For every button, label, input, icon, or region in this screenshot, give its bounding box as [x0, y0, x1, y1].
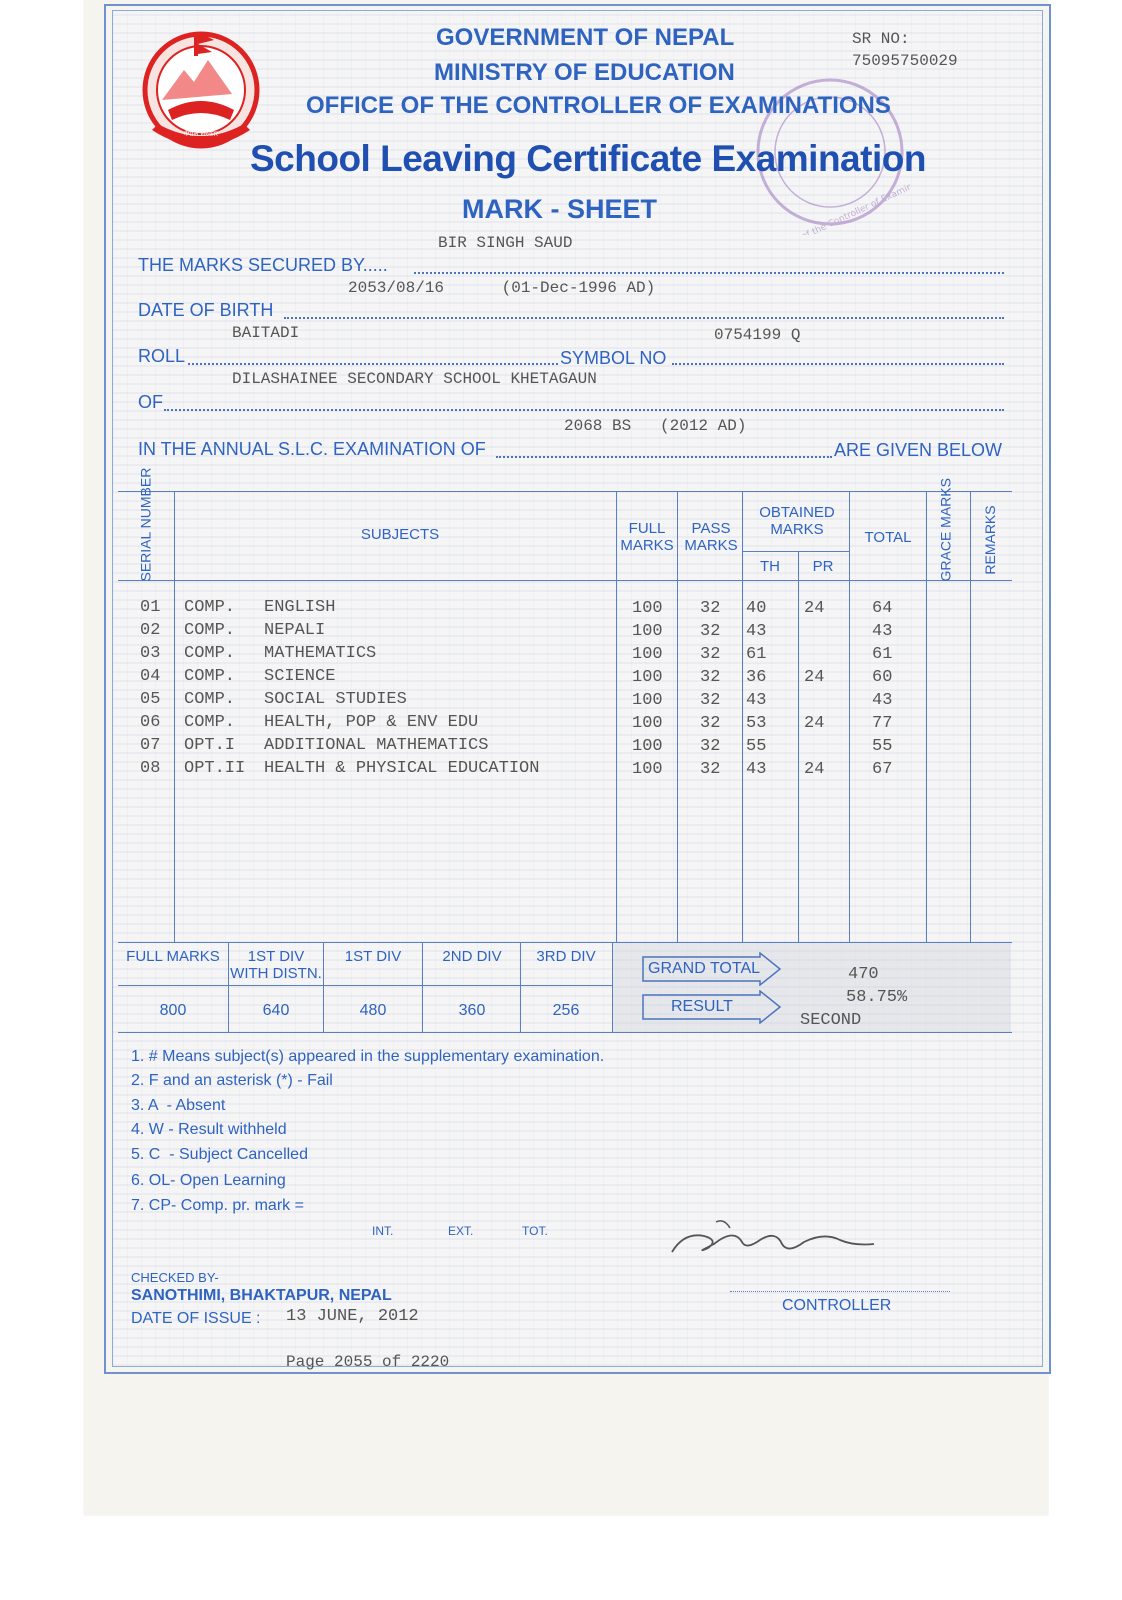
table-header-bottom: [118, 580, 1012, 581]
subject-type-cell: COMP.: [184, 667, 236, 686]
note-6: 6. OL- Open Learning: [131, 1172, 286, 1189]
summary-mid-line: [118, 985, 612, 986]
full-marks-cell: 100: [632, 760, 663, 779]
full-marks-cell: 100: [632, 691, 663, 710]
col-line-6: [849, 491, 850, 942]
remarks-header: REMARKS: [982, 505, 998, 575]
roll-value: BAITADI: [232, 324, 300, 342]
full-marks-cell: 100: [632, 622, 663, 641]
given-below-label: ARE GIVEN BELOW: [834, 440, 1003, 460]
cp-int-label: INT.: [372, 1224, 394, 1238]
subject-type-cell: COMP.: [184, 598, 236, 617]
full-marks-cell: 100: [632, 599, 663, 618]
dob-label: DATE OF BIRTH: [138, 300, 274, 320]
summary-third-div-header: 3RD DIV: [536, 948, 596, 965]
theory-cell: 36: [746, 668, 767, 687]
subject-name-cell: HEALTH, POP & ENV EDU: [264, 713, 479, 732]
full-marks-cell: 100: [632, 668, 663, 687]
summary-first-div-value: 480: [359, 1002, 387, 1019]
grace-header: GRACE MARKS: [937, 478, 954, 582]
secured-by-label: THE MARKS SECURED BY.....: [138, 255, 388, 275]
summary-col-4: [520, 942, 521, 1032]
theory-cell: 40: [746, 599, 767, 618]
full-marks-cell: 100: [632, 737, 663, 756]
practical-cell: 24: [804, 599, 825, 618]
subject-name-cell: SOCIAL STUDIES: [264, 690, 407, 709]
school-name: DILASHAINEE SECONDARY SCHOOL KHETAGAUN: [232, 370, 597, 388]
exam-year: 2068 BS (2012 AD): [564, 417, 747, 435]
controller-signature: [664, 1214, 884, 1264]
subject-type-cell: OPT.II: [184, 759, 246, 778]
symbol-number: 0754199 Q: [714, 326, 801, 344]
theory-cell: 55: [746, 737, 767, 756]
sr-label: SR NO:: [852, 30, 910, 48]
school-dotline: [164, 409, 1004, 411]
practical-cell: 24: [804, 668, 825, 687]
svg-text:नेपाल सरकार: नेपाल सरकार: [183, 130, 219, 138]
theory-cell: 43: [746, 622, 767, 641]
checked-by-label: CHECKED BY-: [131, 1270, 219, 1285]
summary-second-div-header: 2ND DIV: [442, 948, 502, 965]
summary-third-div-value: 256: [552, 1002, 580, 1019]
roll-dotline: [188, 363, 558, 365]
practical-cell: 24: [804, 714, 825, 733]
subject-type-cell: COMP.: [184, 713, 236, 732]
subject-type-cell: COMP.: [184, 644, 236, 663]
note-2: 2. F and an asterisk (*) - Fail: [131, 1072, 333, 1089]
result-label: RESULT: [671, 998, 733, 1015]
total-cell: 77: [872, 714, 893, 733]
exam-title: School Leaving Certificate Examination: [250, 138, 926, 179]
summary-full-marks-header: FULL MARKS: [126, 948, 220, 965]
serial-cell: 02: [140, 621, 161, 640]
subject-type-cell: OPT.I: [184, 736, 236, 755]
cp-ext-label: EXT.: [448, 1224, 474, 1238]
col-line-3: [677, 491, 678, 942]
full-marks-header: FULL MARKS: [620, 520, 674, 554]
obtained-marks-header: OBTAINED MARKS: [759, 504, 835, 538]
th-header: TH: [760, 558, 780, 575]
summary-col-3: [422, 942, 423, 1032]
serial-header: SERIAL NUMBER: [137, 467, 154, 582]
division-value: SECOND: [800, 1011, 862, 1030]
exam-dotline: [496, 456, 832, 458]
subject-name-cell: ADDITIONAL MATHEMATICS: [264, 736, 489, 755]
serial-cell: 01: [140, 598, 161, 617]
subjects-header: SUBJECTS: [360, 526, 440, 543]
summary-bottom-line: [118, 1032, 1012, 1033]
summary-col-1: [228, 942, 229, 1032]
grand-total-label: GRAND TOTAL: [648, 960, 761, 977]
serial-cell: 06: [140, 713, 161, 732]
percentage-value: 58.75%: [846, 988, 908, 1007]
dob-dotline: [284, 317, 1004, 319]
pass-marks-cell: 32: [700, 645, 721, 664]
theory-cell: 53: [746, 714, 767, 733]
pass-marks-cell: 32: [700, 622, 721, 641]
obtained-split-line: [742, 551, 849, 552]
page-number: Page 2055 of 2220: [286, 1353, 450, 1371]
subject-name-cell: NEPALI: [264, 621, 326, 640]
serial-cell: 03: [140, 644, 161, 663]
serial-cell: 05: [140, 690, 161, 709]
note-3: 3. A - Absent: [131, 1097, 226, 1114]
total-cell: 64: [872, 599, 893, 618]
pass-marks-cell: 32: [700, 691, 721, 710]
summary-full-marks-value: 800: [159, 1002, 187, 1019]
signature-line: [730, 1291, 950, 1292]
roll-label: ROLL: [138, 346, 186, 366]
pass-marks-cell: 32: [700, 668, 721, 687]
nepal-emblem-icon: [132, 22, 270, 156]
subject-name-cell: HEALTH & PHYSICAL EDUCATION: [264, 759, 540, 778]
grand-total-value: 470: [848, 965, 879, 984]
summary-distinction-value: 640: [262, 1002, 290, 1019]
controller-label: CONTROLLER: [782, 1297, 892, 1314]
exam-label: IN THE ANNUAL S.L.C. EXAMINATION OF: [138, 439, 486, 459]
col-line-1: [174, 491, 175, 942]
pr-header: PR: [812, 558, 834, 575]
pass-marks-header: PASS MARKS: [684, 520, 738, 554]
of-label: OF: [138, 392, 163, 412]
ministry-heading: MINISTRY OF EDUCATION: [434, 59, 735, 86]
date-of-birth: 2053/08/16 (01-Dec-1996 AD): [348, 279, 656, 297]
practical-cell: 24: [804, 760, 825, 779]
pass-marks-cell: 32: [700, 737, 721, 756]
summary-col-2: [323, 942, 324, 1032]
total-header: TOTAL: [864, 529, 912, 546]
summary-distinction-header: 1ST DIV WITH DISTN.: [230, 948, 322, 982]
issue-place: SANOTHIMI, BHAKTAPUR, NEPAL: [131, 1287, 392, 1304]
table-top-border: [118, 491, 1012, 492]
theory-cell: 43: [746, 760, 767, 779]
col-line-8: [970, 491, 971, 942]
subject-type-cell: COMP.: [184, 621, 236, 640]
pass-marks-cell: 32: [700, 599, 721, 618]
note-7: 7. CP- Comp. pr. mark =: [131, 1197, 304, 1214]
symbol-dotline: [672, 363, 1004, 365]
subject-name-cell: MATHEMATICS: [264, 644, 377, 663]
name-dotline: [414, 272, 1004, 274]
svg-text:Ministry of Education, Office: the Controller of Examinations,: [810, 169, 910, 235]
full-marks-cell: 100: [632, 714, 663, 733]
summary-second-div-value: 360: [458, 1002, 486, 1019]
cp-tot-label: TOT.: [522, 1224, 548, 1238]
note-4: 4. W - Result withheld: [131, 1121, 287, 1138]
total-cell: 43: [872, 691, 893, 710]
note-1: 1. # Means subject(s) appeared in the supplementary examination.: [131, 1048, 605, 1065]
pass-marks-cell: 32: [700, 760, 721, 779]
full-marks-cell: 100: [632, 645, 663, 664]
office-heading: OFFICE OF THE CONTROLLER OF EXAMINATIONS: [306, 92, 891, 119]
total-cell: 60: [872, 668, 893, 687]
serial-cell: 08: [140, 759, 161, 778]
total-cell: 43: [872, 622, 893, 641]
note-5: 5. C - Subject Cancelled: [131, 1146, 308, 1163]
theory-cell: 43: [746, 691, 767, 710]
subject-name-cell: ENGLISH: [264, 598, 336, 617]
mark-sheet-title: MARK - SHEET: [462, 194, 657, 224]
sr-number: 75095750029: [852, 52, 958, 70]
col-line-5: [798, 551, 799, 942]
summary-first-div-header: 1ST DIV: [344, 948, 402, 965]
student-name: BIR SINGH SAUD: [438, 234, 573, 252]
subject-name-cell: SCIENCE: [264, 667, 336, 686]
serial-cell: 07: [140, 736, 161, 755]
col-line-4: [742, 491, 743, 942]
serial-cell: 04: [140, 667, 161, 686]
total-cell: 55: [872, 737, 893, 756]
total-cell: 61: [872, 645, 893, 664]
govt-heading: GOVERNMENT OF NEPAL: [436, 24, 735, 51]
pass-marks-cell: 32: [700, 714, 721, 733]
total-cell: 67: [872, 760, 893, 779]
date-of-issue-value: 13 JUNE, 2012: [286, 1307, 419, 1326]
subject-type-cell: COMP.: [184, 690, 236, 709]
symbol-label: SYMBOL NO: [560, 348, 667, 368]
date-of-issue-label: DATE OF ISSUE :: [131, 1310, 261, 1327]
col-line-7: [926, 491, 927, 942]
theory-cell: 61: [746, 645, 767, 664]
col-line-2: [616, 491, 617, 942]
